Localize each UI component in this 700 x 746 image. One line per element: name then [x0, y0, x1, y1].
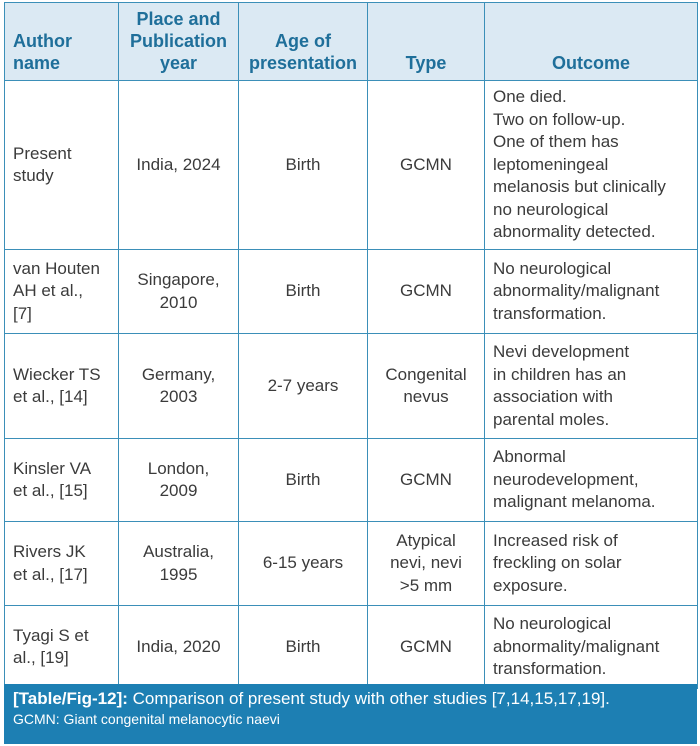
header-author-name: Author name — [5, 3, 119, 81]
cell-author: Rivers JK et al., [17] — [5, 522, 119, 606]
caption-label: [Table/Fig-12]: — [13, 689, 128, 708]
cell-age: 2-7 years — [239, 334, 368, 439]
comparison-table — [4, 2, 698, 689]
cell-place-year: London, 2009 — [119, 439, 239, 522]
cell-type: GCMN — [368, 439, 485, 522]
table-row — [5, 81, 698, 250]
cell-place-year: Australia, 1995 — [119, 522, 239, 606]
caption-line — [13, 687, 688, 710]
header-outcome: Outcome — [485, 3, 698, 81]
cell-place-year: India, 2024 — [119, 81, 239, 250]
cell-place-year: Germany, 2003 — [119, 334, 239, 439]
cell-age: Birth — [239, 439, 368, 522]
table-row — [5, 522, 698, 606]
cell-age: Birth — [239, 250, 368, 334]
table-row — [5, 334, 698, 439]
cell-outcome: One died. Two on follow-up. One of them has leptomeningeal melanosis but clinically no neurological abnormality detected. — [485, 81, 698, 250]
cell-type: GCMN — [368, 606, 485, 689]
header-age: Age of presentation — [239, 3, 368, 81]
cell-outcome: No neurological abnormality/malignant transformation. — [485, 606, 698, 689]
table-row — [5, 250, 698, 334]
header-place-year: Place and Publication year — [119, 3, 239, 81]
cell-age: Birth — [239, 606, 368, 689]
cell-type: Atypical nevi, nevi >5 mm — [368, 522, 485, 606]
table-caption — [4, 684, 697, 744]
cell-outcome: Increased risk of freckling on solar exposure. — [485, 522, 698, 606]
header-type: Type — [368, 3, 485, 81]
cell-author: Wiecker TS et al., [14] — [5, 334, 119, 439]
cell-author: Present study — [5, 81, 119, 250]
table-header-row — [5, 3, 698, 81]
cell-outcome: Nevi development in children has an association with parental moles. — [485, 334, 698, 439]
caption-text: Comparison of present study with other studies [7,14,15,17,19]. — [127, 689, 610, 708]
cell-type: GCMN — [368, 81, 485, 250]
table-row — [5, 439, 698, 522]
table-row — [5, 606, 698, 689]
cell-age: Birth — [239, 81, 368, 250]
cell-outcome: Abnormal neurodevelopment, malignant melanoma. — [485, 439, 698, 522]
cell-author: Tyagi S et al., [19] — [5, 606, 119, 689]
cell-place-year: India, 2020 — [119, 606, 239, 689]
caption-footnote: GCMN: Giant congenital melanocytic naevi — [13, 711, 280, 727]
cell-type: GCMN — [368, 250, 485, 334]
cell-age: 6-15 years — [239, 522, 368, 606]
cell-outcome: No neurological abnormality/malignant transformation. — [485, 250, 698, 334]
cell-type: Congenital nevus — [368, 334, 485, 439]
cell-place-year: Singapore, 2010 — [119, 250, 239, 334]
cell-author: van Houten AH et al., [7] — [5, 250, 119, 334]
cell-author: Kinsler VA et al., [15] — [5, 439, 119, 522]
